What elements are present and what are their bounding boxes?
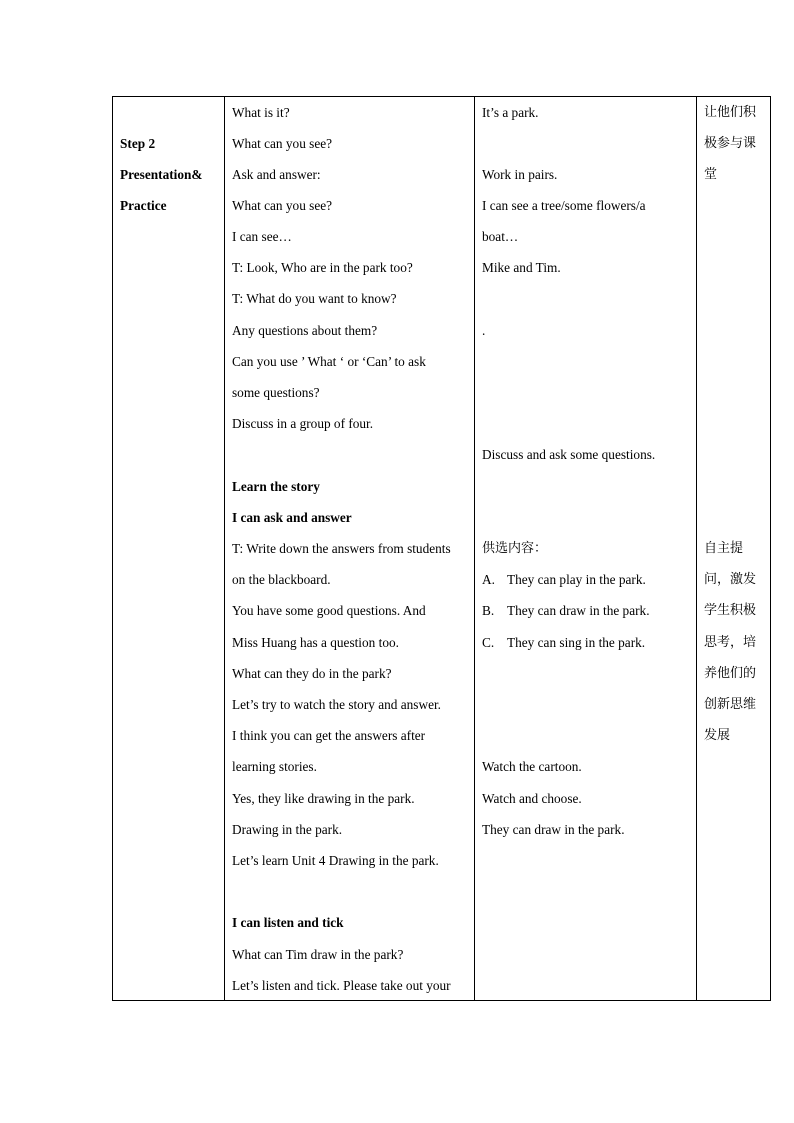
purpose-line: 思考，培 (704, 635, 757, 650)
teacher-line: What can they do in the park? (232, 666, 392, 681)
teacher-line: Let’s learn Unit 4 Drawing in the park. (232, 853, 439, 868)
purpose-line: 问，激发 (704, 572, 757, 587)
teacher-line: I can see… (232, 229, 292, 244)
teacher-line: What can you see? (232, 136, 333, 151)
teacher-line: You have some good questions. And (232, 603, 426, 618)
step-label: Step 2 (120, 136, 156, 151)
teacher-line: Drawing in the park. (232, 822, 343, 837)
purpose-line: 极参与课 (704, 136, 757, 151)
option-letter: B. (482, 603, 495, 618)
teacher-line: T: What do you want to know? (232, 291, 397, 306)
teacher-line: Any questions about them? (232, 323, 378, 338)
student-line: Watch the cartoon. (482, 759, 582, 774)
step-stage: Presentation& (120, 167, 203, 182)
step-stage-cont: Practice (120, 198, 167, 213)
student-line: Watch and choose. (482, 791, 582, 806)
teacher-line: some questions? (232, 385, 320, 400)
teacher-line: Let’s try to watch the story and answer. (232, 697, 442, 712)
teacher-line: Let’s listen and tick. Please take out your (232, 978, 451, 993)
teacher-line: Miss Huang has a question too. (232, 635, 399, 650)
section-heading-ask-answer: I can ask and answer (232, 510, 352, 525)
purpose-line: 堂 (704, 167, 718, 182)
teacher-line: Can you use ’ What ‘ or ‘Can’ to ask (232, 354, 426, 369)
teacher-line: What can you see? (232, 198, 333, 213)
teacher-activity-cell (225, 97, 475, 1001)
teacher-line: learning stories. (232, 759, 317, 774)
student-line: I can see a tree/some flowers/a (482, 198, 646, 213)
student-line: Work in pairs. (482, 167, 558, 182)
option-text: They can sing in the park. (507, 635, 646, 650)
purpose-line: 发展 (704, 728, 731, 743)
purpose-line: 自主提 (704, 541, 744, 556)
teacher-line: I think you can get the answers after (232, 728, 426, 743)
section-heading-learn-story: Learn the story (232, 479, 320, 494)
step-cell (113, 97, 225, 1001)
student-line: It’s a park. (482, 105, 539, 120)
purpose-line: 让他们积 (704, 105, 757, 120)
student-activity-cell (475, 97, 697, 1001)
student-line: boat… (482, 229, 519, 244)
option-text: They can play in the park. (507, 572, 646, 587)
teacher-line: Yes, they like drawing in the park. (232, 791, 415, 806)
teacher-line: What can Tim draw in the park? (232, 947, 404, 962)
option-letter: A. (482, 572, 495, 587)
table-row (113, 97, 771, 1001)
teacher-line: T: Look, Who are in the park too? (232, 260, 413, 275)
teacher-line: What is it? (232, 105, 290, 120)
student-line: Mike and Tim. (482, 260, 561, 275)
student-line: They can draw in the park. (482, 822, 625, 837)
teacher-line: on the blackboard. (232, 572, 331, 587)
lesson-plan-table (112, 96, 771, 1001)
teacher-line: Discuss in a group of four. (232, 416, 374, 431)
purpose-line: 创新思维 (704, 697, 757, 712)
purpose-line: 养他们的 (704, 666, 757, 681)
purpose-line: 学生积极 (704, 603, 757, 618)
section-heading-listen-tick: I can listen and tick (232, 915, 344, 930)
teacher-line: Ask and answer: (232, 167, 321, 182)
option-letter: C. (482, 635, 495, 650)
teacher-line: T: Write down the answers from students (232, 541, 451, 556)
option-item (482, 635, 645, 651)
option-item (482, 572, 646, 588)
option-item (482, 603, 650, 619)
purpose-cell (697, 97, 771, 1001)
option-text: They can draw in the park. (507, 603, 650, 618)
options-heading: 供选内容： (482, 541, 548, 556)
student-line: Discuss and ask some questions. (482, 447, 656, 462)
student-line: . (482, 323, 486, 338)
